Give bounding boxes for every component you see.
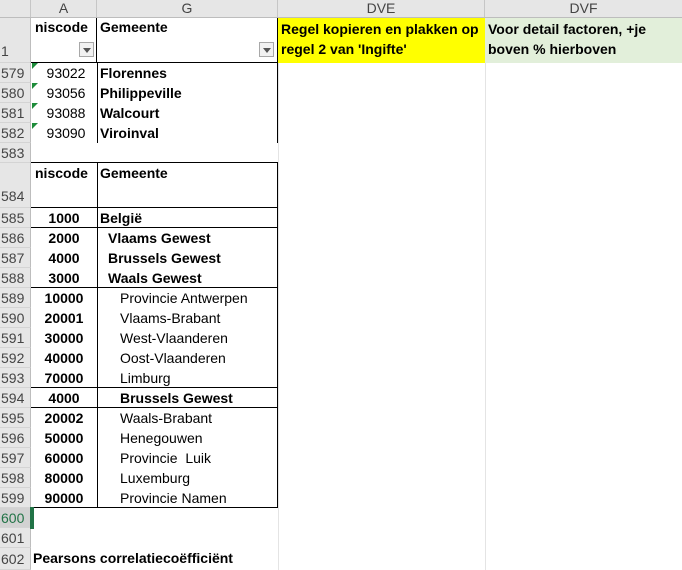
region-code-cell[interactable]: 3000 [48, 270, 80, 286]
active-cell[interactable] [30, 507, 34, 529]
region-name-cell[interactable]: West-Vlaanderen [120, 330, 228, 346]
row-number[interactable]: 1 [0, 18, 31, 63]
column-header-a[interactable]: A [31, 0, 97, 17]
niscode-cell[interactable]: 93090 [46, 125, 86, 141]
region-header-niscode[interactable]: niscode [35, 165, 88, 181]
pearson-label[interactable]: Pearsons correlatiecoëfficiënt [33, 550, 233, 566]
row-number[interactable]: 597 [0, 448, 31, 468]
region-code-cell[interactable]: 1000 [48, 210, 80, 226]
row-number[interactable]: 581 [0, 103, 31, 123]
row-number[interactable]: 592 [0, 348, 31, 368]
region-code-cell[interactable]: 20002 [44, 410, 84, 426]
row-number[interactable]: 580 [0, 83, 31, 103]
dvf-note-cell[interactable]: Voor detail factoren, +je boven % hierboven [485, 18, 682, 63]
row-number[interactable]: 586 [0, 228, 31, 248]
dve-note-cell[interactable]: Regel kopieren en plakken op regel 2 van 'Ingifte' [278, 18, 485, 63]
column-border [277, 163, 278, 508]
region-name-cell[interactable]: België [100, 210, 143, 226]
gridline [485, 18, 486, 570]
region-name-cell[interactable]: Waals-Brabant [120, 410, 213, 426]
region-code-cell[interactable]: 50000 [44, 430, 84, 446]
column-border [277, 63, 278, 143]
row-number[interactable]: 584 [0, 163, 31, 208]
header-niscode[interactable]: niscode [31, 18, 97, 63]
header-gemeente[interactable]: Gemeente [97, 18, 278, 63]
row-number[interactable]: 594 [0, 388, 31, 408]
gridline [278, 18, 279, 570]
gemeente-cell[interactable]: Viroinval [100, 125, 159, 141]
row-number[interactable]: 585 [0, 208, 31, 228]
region-code-cell[interactable]: 40000 [44, 350, 84, 366]
row-number[interactable]: 582 [0, 123, 31, 143]
region-name-cell[interactable]: Vlaams-Brabant [120, 310, 221, 326]
region-name-cell[interactable]: Provincie Luik [120, 450, 212, 466]
region-code-cell[interactable]: 70000 [44, 370, 84, 386]
gemeente-cell[interactable]: Florennes [100, 65, 167, 81]
region-name-cell[interactable]: Brussels Gewest [108, 250, 221, 266]
table-border [31, 507, 278, 508]
gemeente-cell[interactable]: Philippeville [100, 85, 182, 101]
column-border [97, 163, 98, 508]
column-header-g[interactable]: G [97, 0, 278, 17]
filter-dropdown-icon[interactable] [79, 42, 94, 57]
row-number[interactable]: 589 [0, 288, 31, 308]
region-name-cell[interactable]: Waals Gewest [108, 270, 202, 286]
region-code-cell[interactable]: 4000 [48, 390, 80, 406]
region-code-cell[interactable]: 30000 [44, 330, 84, 346]
row-number[interactable]: 583 [0, 143, 31, 163]
region-name-cell[interactable]: Brussels Gewest [120, 390, 233, 406]
column-header-dve[interactable]: DVE [278, 0, 485, 17]
region-code-cell[interactable]: 2000 [48, 230, 80, 246]
column-border [97, 63, 98, 143]
row-number[interactable]: 588 [0, 268, 31, 288]
niscode-cell[interactable]: 93022 [46, 65, 86, 81]
region-name-cell[interactable]: Oost-Vlaanderen [120, 350, 226, 366]
column-header-dvf[interactable]: DVF [569, 0, 598, 16]
row-number-selected[interactable]: 600 [0, 508, 31, 528]
gemeente-cell[interactable]: Walcourt [100, 105, 160, 121]
region-code-cell[interactable]: 10000 [44, 290, 84, 306]
row-number[interactable]: 595 [0, 408, 31, 428]
row-number[interactable]: 591 [0, 328, 31, 348]
filter-dropdown-icon[interactable] [259, 42, 274, 57]
region-code-cell[interactable]: 80000 [44, 470, 84, 486]
region-code-cell[interactable]: 60000 [44, 450, 84, 466]
row-number[interactable]: 590 [0, 308, 31, 328]
niscode-cell[interactable]: 93056 [46, 85, 86, 101]
region-code-cell[interactable]: 20001 [44, 310, 84, 326]
column-header-bar [0, 0, 682, 18]
row-number[interactable]: 596 [0, 428, 31, 448]
row-number[interactable]: 599 [0, 488, 31, 508]
region-name-cell[interactable]: Provincie Antwerpen [120, 290, 248, 306]
region-code-cell[interactable]: 4000 [48, 250, 80, 266]
row-number[interactable]: 602 [0, 548, 31, 570]
region-name-cell[interactable]: Vlaams Gewest [108, 230, 211, 246]
region-code-cell[interactable]: 90000 [44, 490, 84, 506]
region-name-cell[interactable]: Limburg [120, 370, 171, 386]
row-number[interactable]: 601 [0, 528, 31, 548]
region-header-gemeente[interactable]: Gemeente [100, 165, 168, 181]
row-number[interactable]: 593 [0, 368, 31, 388]
region-name-cell[interactable]: Henegouwen [120, 430, 203, 446]
row-number[interactable]: 598 [0, 468, 31, 488]
row-number[interactable]: 579 [0, 63, 31, 83]
niscode-cell[interactable]: 93088 [46, 105, 86, 121]
region-name-cell[interactable]: Provincie Namen [120, 490, 227, 506]
select-all-corner[interactable] [0, 0, 31, 17]
region-name-cell[interactable]: Luxemburg [120, 470, 191, 486]
row-number[interactable]: 587 [0, 248, 31, 268]
